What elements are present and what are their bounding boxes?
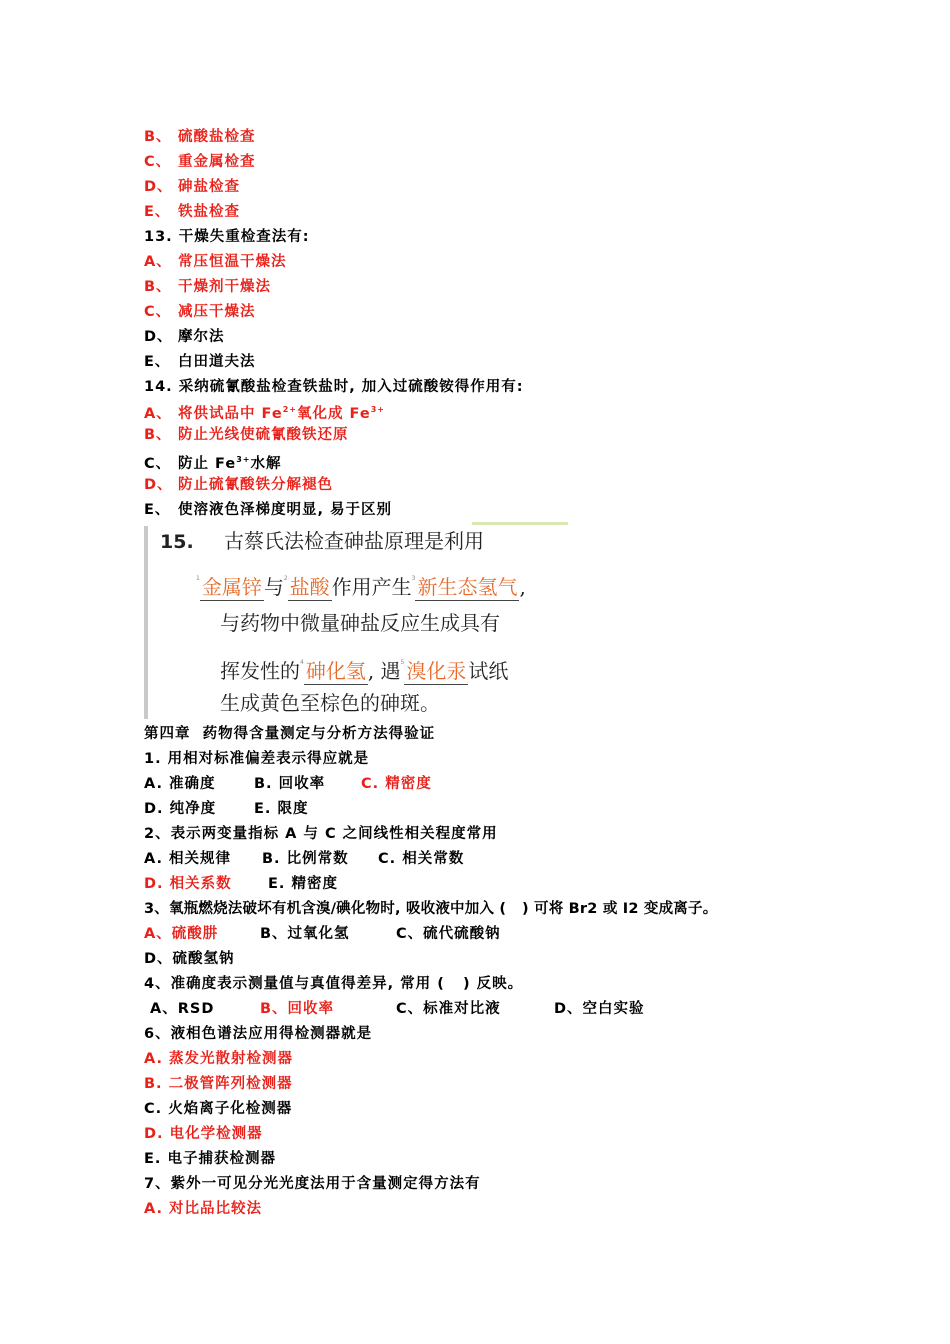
c4-q1-options-row1: A. 准确度 B. 回收率 C. 精密度	[144, 776, 432, 792]
option-prefix: E、	[144, 204, 171, 220]
c4-q1: 1. 用相对标准偏差表示得应就是	[144, 751, 370, 767]
q14-option-b: B、 防止光线使硫氰酸铁还原	[144, 427, 349, 443]
top-accent-line	[472, 522, 568, 525]
c4-q6: 6、液相色谱法应用得检测器就是	[144, 1026, 373, 1042]
top-line	[144, 377, 524, 397]
line-text: 砷盐检查	[178, 179, 240, 195]
line-text: 摩尔法	[178, 329, 225, 345]
q15-line-3: 与药物中微量砷盐反应生成具有	[220, 611, 500, 635]
q15-line-2: $^1$ 金属锌 与$^2$ 盐酸 作用产生$^3$ 新生态氢气 ,	[196, 575, 526, 599]
line-text: 硫酸盐检查	[178, 129, 256, 145]
q14-option-c: C、 防止 $Fe^{3+}$水解	[144, 455, 282, 472]
c4-q4: 4、准确度表示测量值与真值得差异, 常用 ( ) 反映。	[144, 976, 524, 992]
line-text: 重金属检查	[178, 154, 256, 170]
top-line	[144, 152, 256, 172]
blank-5: 溴化汞	[406, 659, 467, 683]
c4-q2-options-row2: D. 相关系数 E. 精密度	[144, 876, 338, 892]
top-line	[144, 327, 225, 347]
blank-1: 金属锌	[201, 575, 262, 599]
q14-option-d: D、 防止硫氰酸铁分解褪色	[144, 477, 333, 493]
top-line	[144, 352, 256, 372]
c4-q7-option-a: A. 对比品比较法	[144, 1201, 263, 1217]
line-text: 干燥剂干燥法	[178, 279, 271, 295]
c4-q6-option-d: D. 电化学检测器	[144, 1126, 263, 1142]
q14-option-e: E、 使溶液色泽梯度明显, 易于区别	[144, 502, 393, 518]
c4-q2-options-row1: A. 相关规律 B. 比例常数 C. 相关常数	[144, 851, 465, 867]
top-line	[144, 302, 256, 322]
top-line	[144, 127, 256, 147]
option-prefix: C、	[144, 304, 172, 320]
c4-q7: 7、紫外一可见分光光度法用于含量测定得方法有	[144, 1176, 481, 1192]
option-prefix: C、	[144, 154, 172, 170]
option-prefix: B、	[144, 279, 172, 295]
line-text: 铁盐检查	[178, 204, 240, 220]
q15-line-1: 15. 古蔡氏法检查砷盐原理是利用	[160, 529, 485, 553]
c4-q2: 2、表示两变量指标 A 与 C 之间线性相关程度常用	[144, 826, 498, 842]
q15-number: 15.	[160, 531, 194, 553]
top-line	[144, 177, 240, 197]
option-prefix: A、	[144, 254, 172, 270]
c4-q6-option-b: B. 二极管阵列检测器	[144, 1076, 293, 1092]
top-line	[144, 202, 240, 222]
q14-option-a: A、 将供试品中 $Fe^{2+}$氧化成 $Fe^{3+}$	[144, 405, 385, 422]
c4-q4-options: A、RSD B、回收率 C、标准对比液 D、空白实验	[144, 1001, 645, 1017]
top-line	[144, 252, 287, 272]
q15-image-block	[144, 520, 574, 720]
line-text: 减压干燥法	[178, 304, 256, 320]
line-text: 13. 干燥失重检查法有:	[144, 229, 310, 245]
chapter-title: 第四章 药物得含量测定与分析方法得验证	[144, 726, 436, 742]
blank-2: 盐酸	[289, 575, 330, 599]
q15-line-4: 挥发性的$^4$ 砷化氢 , 遇$^5$ 溴化汞 试纸	[220, 659, 509, 683]
line-text: 白田道夫法	[178, 354, 256, 370]
blank-4: 砷化氢	[305, 659, 366, 683]
c4-q3-options-row1: A、硫酸肼 B、过氧化氢 C、硫代硫酸钠	[144, 926, 501, 942]
option-prefix: E、	[144, 354, 171, 370]
line-text: 14. 采纳硫氰酸盐检查铁盐时, 加入过硫酸铵得作用有:	[144, 379, 524, 395]
option-prefix: D、	[144, 179, 173, 195]
option-prefix: D、	[144, 329, 173, 345]
top-line	[144, 227, 310, 247]
c4-q3-option-d: D、硫酸氢钠	[144, 951, 235, 967]
c4-q6-option-c: C. 火焰离子化检测器	[144, 1101, 293, 1117]
q15-line-5: 生成黄色至棕色的砷斑。	[220, 691, 440, 715]
blank-3: 新生态氢气	[417, 575, 518, 599]
c4-q6-option-a: A. 蒸发光散射检测器	[144, 1051, 294, 1067]
left-border	[144, 526, 148, 719]
c4-q6-option-e: E. 电子捕获检测器	[144, 1151, 276, 1167]
c4-q3: 3、氧瓶燃烧法破坏有机含溴/碘化物时, 吸收液中加入 ( ) 可将 Br2 或 I2 变成离子。	[144, 901, 718, 917]
option-prefix: B、	[144, 129, 172, 145]
c4-q1-options-row2: D. 纯净度 E. 限度	[144, 801, 309, 817]
line-text: 常压恒温干燥法	[178, 254, 287, 270]
top-line	[144, 277, 271, 297]
